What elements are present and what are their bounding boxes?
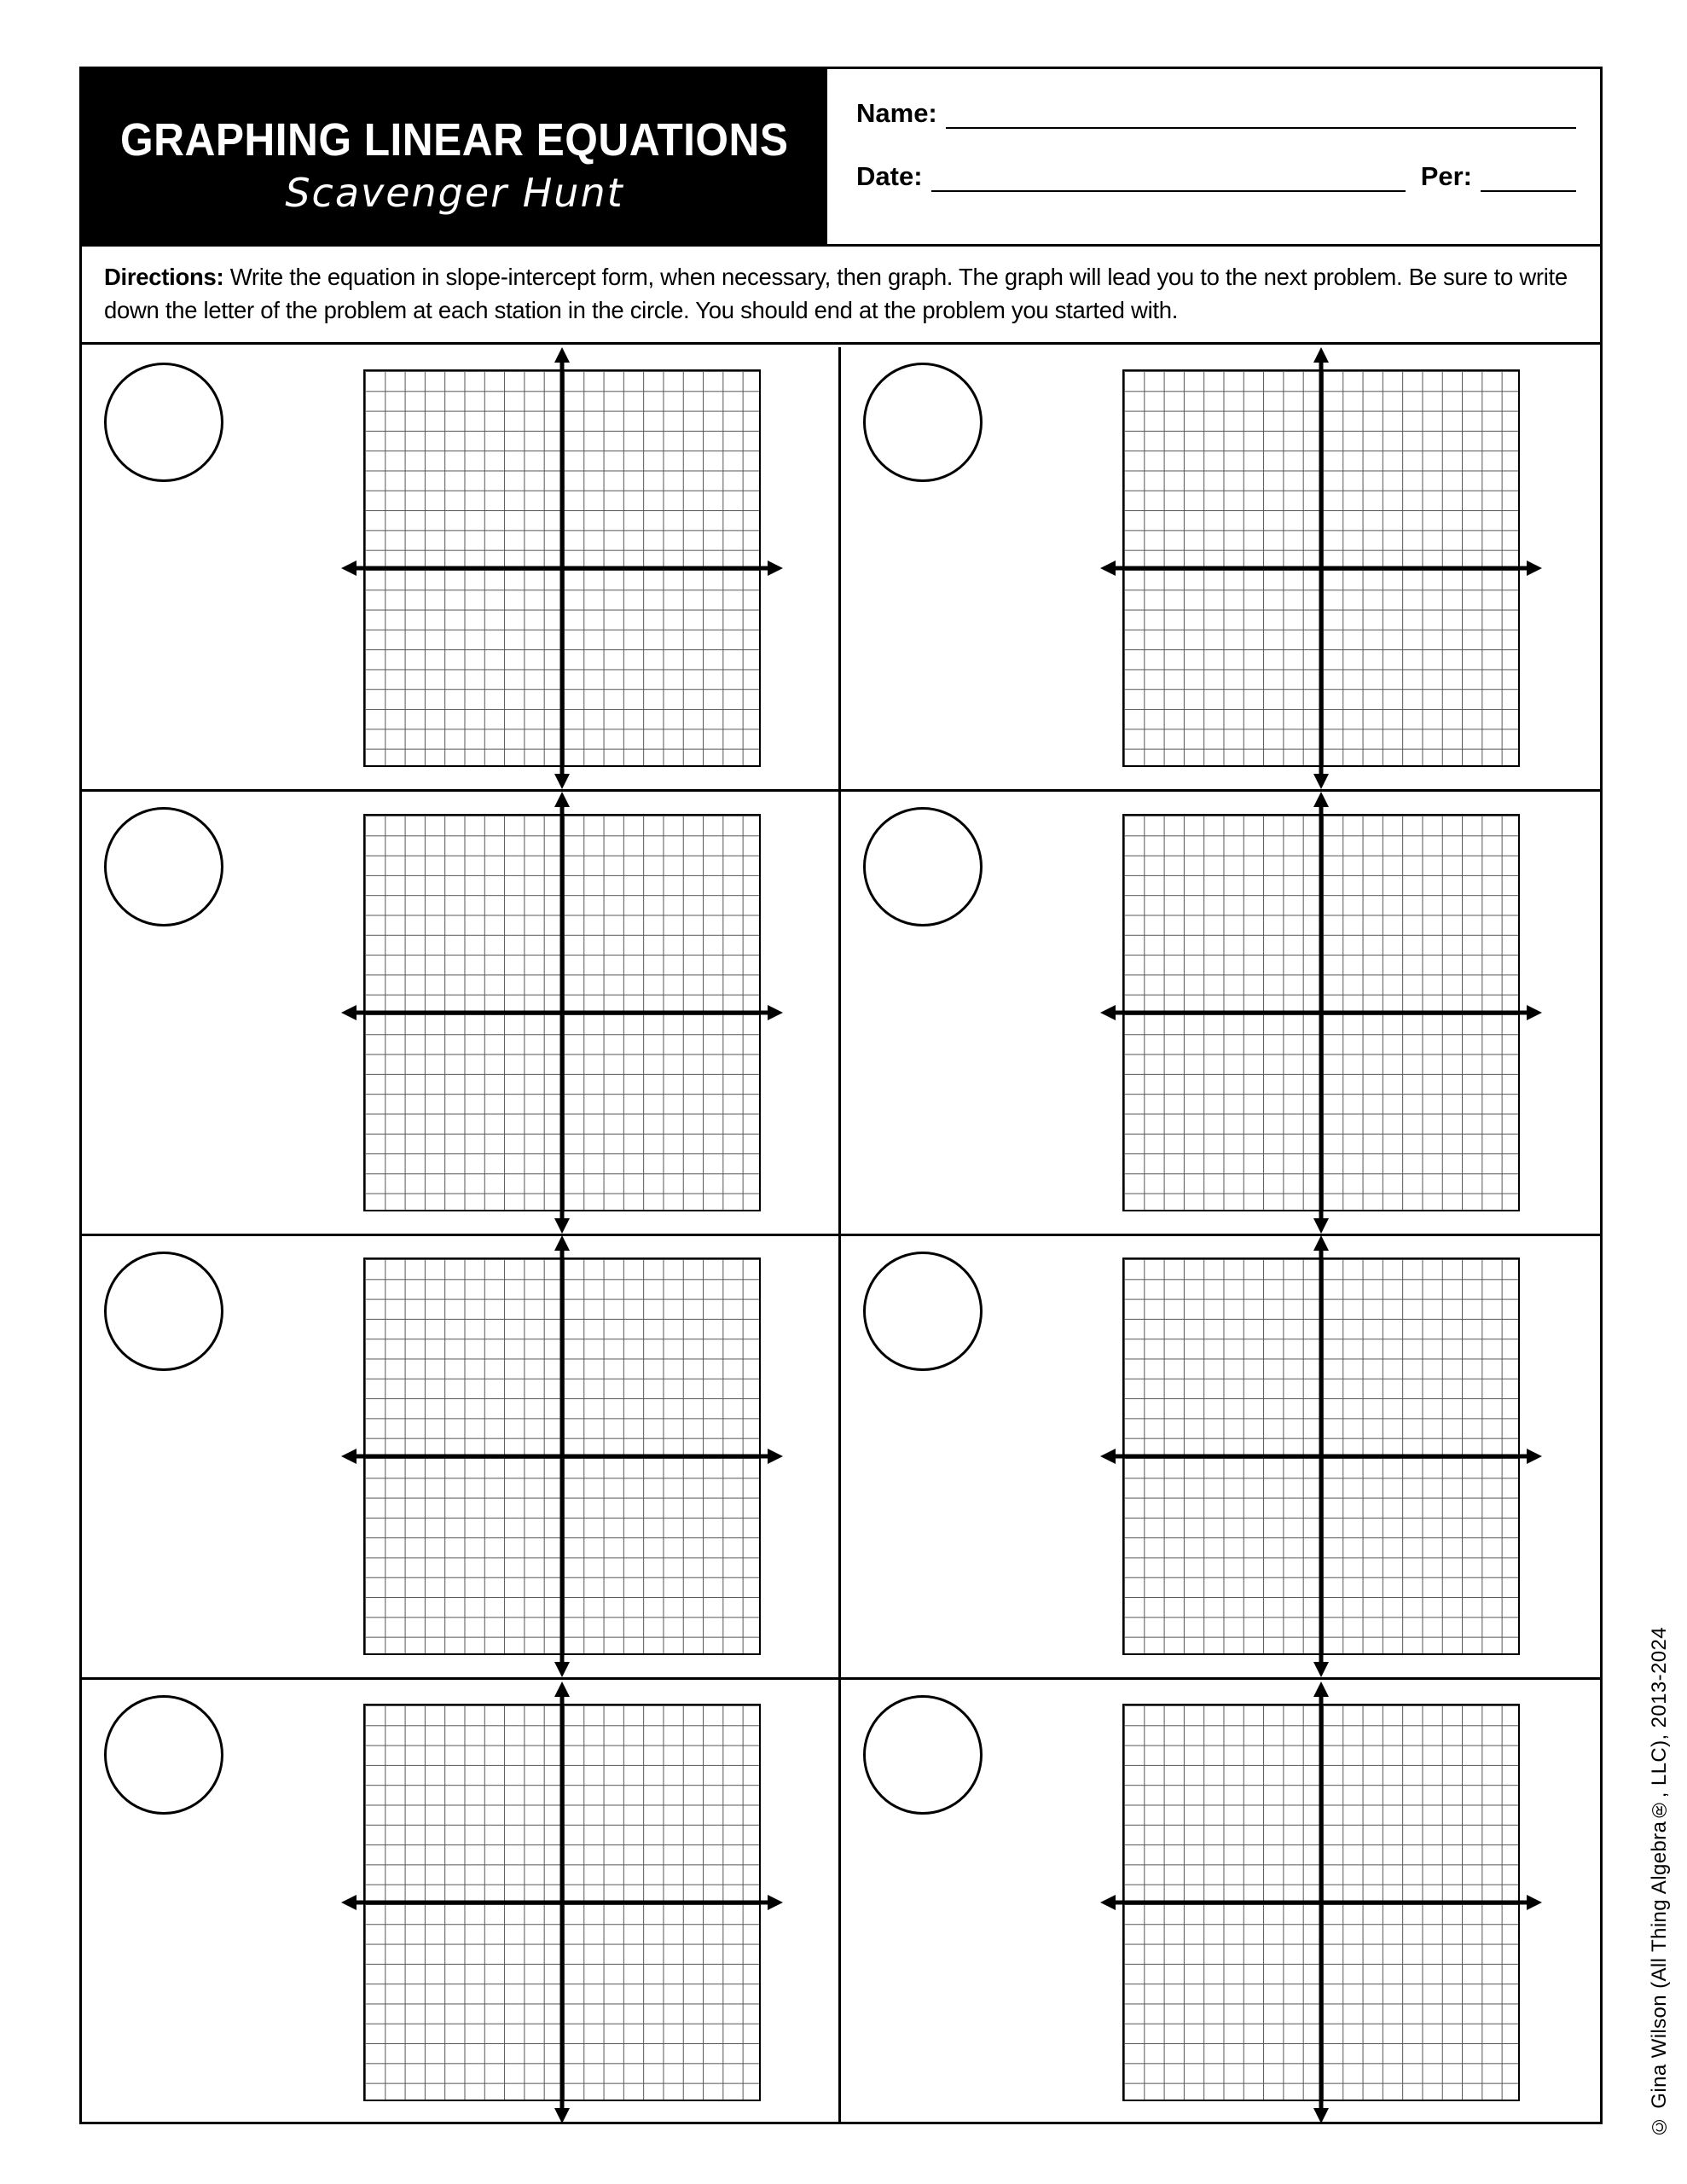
problem-cell <box>82 1680 841 2124</box>
grid-icon <box>363 369 761 767</box>
answer-circle[interactable] <box>104 1695 223 1815</box>
graph-container <box>1122 1258 1520 1655</box>
problem-cell <box>841 347 1600 792</box>
name-label: Name: <box>856 98 937 128</box>
problem-cell <box>82 792 841 1236</box>
grid-icon <box>363 814 761 1211</box>
period-input[interactable] <box>1481 165 1576 192</box>
graph-container <box>363 814 761 1211</box>
problem-cell <box>841 792 1600 1236</box>
grid-icon <box>1122 1704 1520 2101</box>
directions-label: Directions: <box>104 264 224 290</box>
answer-circle[interactable] <box>863 363 983 482</box>
directions-block <box>82 247 1600 345</box>
period-label: Per: <box>1420 161 1472 191</box>
grid-icon <box>1122 814 1520 1211</box>
graph-container <box>1122 1704 1520 2101</box>
date-field-row <box>856 161 1576 192</box>
answer-circle[interactable] <box>863 1695 983 1815</box>
page-subtitle: Scavenger Hunt <box>285 169 624 216</box>
date-label: Date: <box>856 161 923 191</box>
answer-circle[interactable] <box>104 1252 223 1371</box>
graph-container <box>363 369 761 767</box>
coordinate-plane[interactable] <box>1122 369 1520 767</box>
answer-circle[interactable] <box>104 363 223 482</box>
coordinate-plane[interactable] <box>363 1258 761 1655</box>
directions-text: Write the equation in slope-intercept form, when necessary, then graph. The graph will lead you to the next problem. Be sure to write down the letter of the problem at each station in the circle. You should end at the problem you started with. <box>104 264 1568 324</box>
coordinate-plane[interactable] <box>363 1704 761 2101</box>
page-title: GRAPHING LINEAR EQUATIONS <box>120 114 789 166</box>
problem-cell <box>82 347 841 792</box>
problem-cell <box>82 1236 841 1681</box>
graph-container <box>1122 369 1520 767</box>
answer-circle[interactable] <box>863 807 983 926</box>
grid-icon <box>1122 369 1520 767</box>
grid-icon <box>363 1258 761 1655</box>
worksheet-header <box>82 69 1600 247</box>
problem-grid <box>82 347 1600 2124</box>
graph-container <box>363 1704 761 2101</box>
grid-icon <box>1122 1258 1520 1655</box>
grid-icon <box>363 1704 761 2101</box>
graph-container <box>1122 814 1520 1211</box>
date-input[interactable] <box>931 165 1406 192</box>
worksheet-frame <box>79 67 1603 2124</box>
answer-circle[interactable] <box>104 807 223 926</box>
problem-cell <box>841 1680 1600 2124</box>
answer-circle[interactable] <box>863 1252 983 1371</box>
graph-container <box>363 1258 761 1655</box>
coordinate-plane[interactable] <box>1122 1704 1520 2101</box>
coordinate-plane[interactable] <box>1122 1258 1520 1655</box>
name-input[interactable] <box>946 102 1576 129</box>
coordinate-plane[interactable] <box>363 369 761 767</box>
coordinate-plane[interactable] <box>1122 814 1520 1211</box>
name-field-row <box>856 98 1576 129</box>
problem-cell <box>841 1236 1600 1681</box>
title-block <box>82 69 827 244</box>
coordinate-plane[interactable] <box>363 814 761 1211</box>
student-info-block <box>827 69 1600 244</box>
copyright-notice: © Gina Wilson (All Thing Algebra®, LLC), 2013-2024 <box>1648 1626 1671 2138</box>
